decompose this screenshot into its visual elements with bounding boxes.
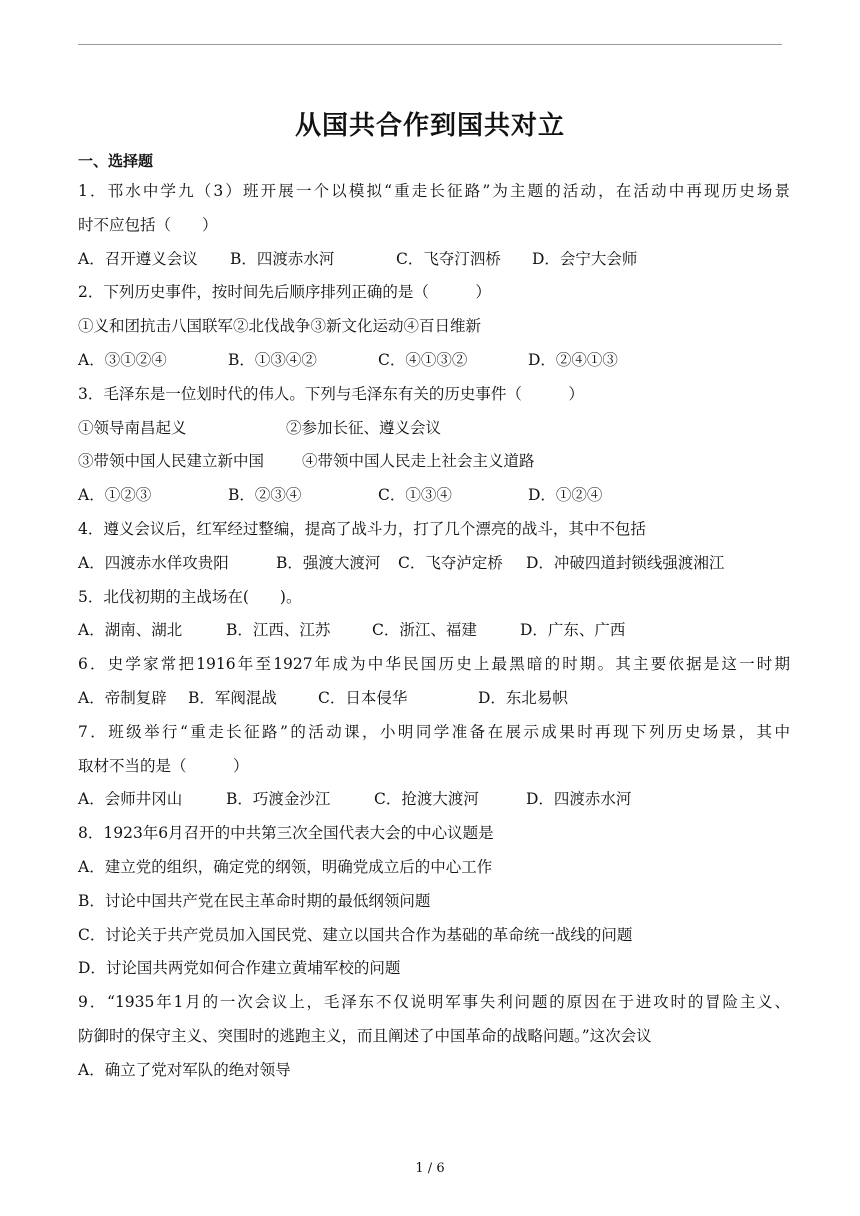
event-1: ①领导南昌起义 bbox=[78, 418, 187, 437]
question-7-stem-cont: 取材不当的是（ ） bbox=[78, 756, 249, 775]
option-c: C．日本侵华 bbox=[318, 688, 408, 707]
event-2: ②参加长征、遵义会议 bbox=[286, 418, 442, 437]
option-a: A．召开遵义会议 bbox=[78, 249, 198, 268]
question-list bbox=[78, 175, 790, 1088]
option-d: D．四渡赤水河 bbox=[526, 790, 632, 809]
question-8-option-b: B．讨论中国共产党在民主革命时期的最低纲领问题 bbox=[78, 891, 431, 910]
option-c: C．抢渡大渡河 bbox=[374, 790, 479, 809]
option-b: B．强渡大渡河 bbox=[276, 553, 381, 572]
question-6-options bbox=[78, 682, 790, 716]
question-5-options bbox=[78, 614, 790, 648]
option-a: A．会师井冈山 bbox=[78, 790, 183, 809]
option-d: D．冲破四道封锁线强渡湘江 bbox=[526, 553, 725, 572]
question-6-stem: 6．史学家常把1916年至1927年成为中华民国历史上最黑暗的时期。其主要依据是这一时期 bbox=[78, 655, 790, 674]
header-divider bbox=[78, 44, 782, 45]
option-d: D．东北易帜 bbox=[478, 688, 568, 707]
page-title: 从国共合作到国共对立 bbox=[294, 111, 565, 141]
option-a: A．四渡赤水佯攻贵阳 bbox=[78, 553, 229, 572]
option-d: D．广东、广西 bbox=[520, 621, 626, 640]
question-5-stem: 5．北伐初期的主战场在( )。 bbox=[78, 587, 302, 606]
question-3-options bbox=[78, 479, 790, 513]
option-d: D．会宁大会师 bbox=[532, 249, 638, 268]
option-c: C．飞夺汀泗桥 bbox=[396, 249, 501, 268]
option-c: C．①③④ bbox=[378, 486, 452, 505]
question-3-stem: 3．毛泽东是一位划时代的伟人。下列与毛泽东有关的历史事件（ ） bbox=[78, 384, 584, 403]
question-8-option-d: D．讨论国共两党如何合作建立黄埔军校的问题 bbox=[78, 959, 401, 978]
event-3: ③带领中国人民建立新中国 bbox=[78, 452, 265, 471]
question-2-options bbox=[78, 344, 790, 378]
question-2-stem: 2．下列历史事件，按时间先后顺序排列正确的是（ ） bbox=[78, 283, 491, 302]
question-1-stem: 1．邗水中学九（3）班开展一个以模拟“重走长征路”为主题的活动，在活动中再现历史场景 bbox=[78, 182, 790, 200]
option-b: B．江西、江苏 bbox=[226, 621, 331, 640]
option-a: A．③①②④ bbox=[78, 350, 167, 369]
question-1-stem-cont: 时不应包括（ ） bbox=[78, 215, 218, 234]
option-b: B．①③④② bbox=[228, 350, 317, 369]
question-4-stem: 4．遵义会议后，红军经过整编，提高了战斗力，打了几个漂亮的战斗，其中不包括 bbox=[78, 519, 646, 538]
question-8-option-a: A．建立党的组织，确定党的纲领，明确党成立后的中心工作 bbox=[78, 857, 493, 876]
section-heading: 一、选择题 bbox=[78, 152, 154, 170]
question-9-option-a: A．确立了党对军队的绝对领导 bbox=[78, 1060, 291, 1079]
option-a: A．①②③ bbox=[78, 486, 152, 505]
question-8-option-c: C．讨论关于共产党员加入国民党、建立以国共合作为基础的革命统一战线的问题 bbox=[78, 925, 633, 944]
question-1-options bbox=[78, 243, 790, 277]
option-b: B．②③④ bbox=[228, 486, 302, 505]
option-a: A．帝制复辟 bbox=[78, 688, 167, 707]
option-c: C．飞夺泸定桥 bbox=[398, 553, 503, 572]
option-c: C．浙江、福建 bbox=[372, 621, 477, 640]
option-b: B．巧渡金沙江 bbox=[226, 790, 331, 809]
page-number: 1 / 6 bbox=[415, 1161, 445, 1176]
question-2-events: ①义和团抗击八国联军②北伐战争③新文化运动④百日维新 bbox=[78, 317, 482, 336]
question-9-stem: 9．“1935年1月的一次会议上，毛泽东不仅说明军事失利问题的原因在于进攻时的冒险主义、 bbox=[78, 993, 790, 1012]
question-7-options bbox=[78, 783, 790, 817]
question-8-stem: 8．1923年6月召开的中共第三次全国代表大会的中心议题是 bbox=[78, 824, 494, 843]
question-7-stem: 7．班级举行“重走长征路”的活动课，小明同学准备在展示成果时再现下列历史场景，其中 bbox=[78, 722, 790, 741]
option-a: A．湖南、湖北 bbox=[78, 621, 183, 640]
option-b: B．四渡赤水河 bbox=[230, 249, 335, 268]
question-3-events-row2 bbox=[78, 445, 790, 479]
event-4: ④带领中国人民走上社会主义道路 bbox=[302, 452, 535, 471]
question-3-events-row1 bbox=[78, 412, 790, 446]
option-b: B．军阀混战 bbox=[188, 688, 277, 707]
question-9-stem-cont: 防御时的保守主义、突围时的逃跑主义，而且阐述了中国革命的战略问题。”这次会议 bbox=[78, 1026, 652, 1045]
option-c: C．④①③② bbox=[378, 350, 468, 369]
option-d: D．②④①③ bbox=[528, 350, 618, 369]
question-4-options bbox=[78, 547, 790, 581]
option-d: D．①②④ bbox=[528, 486, 603, 505]
